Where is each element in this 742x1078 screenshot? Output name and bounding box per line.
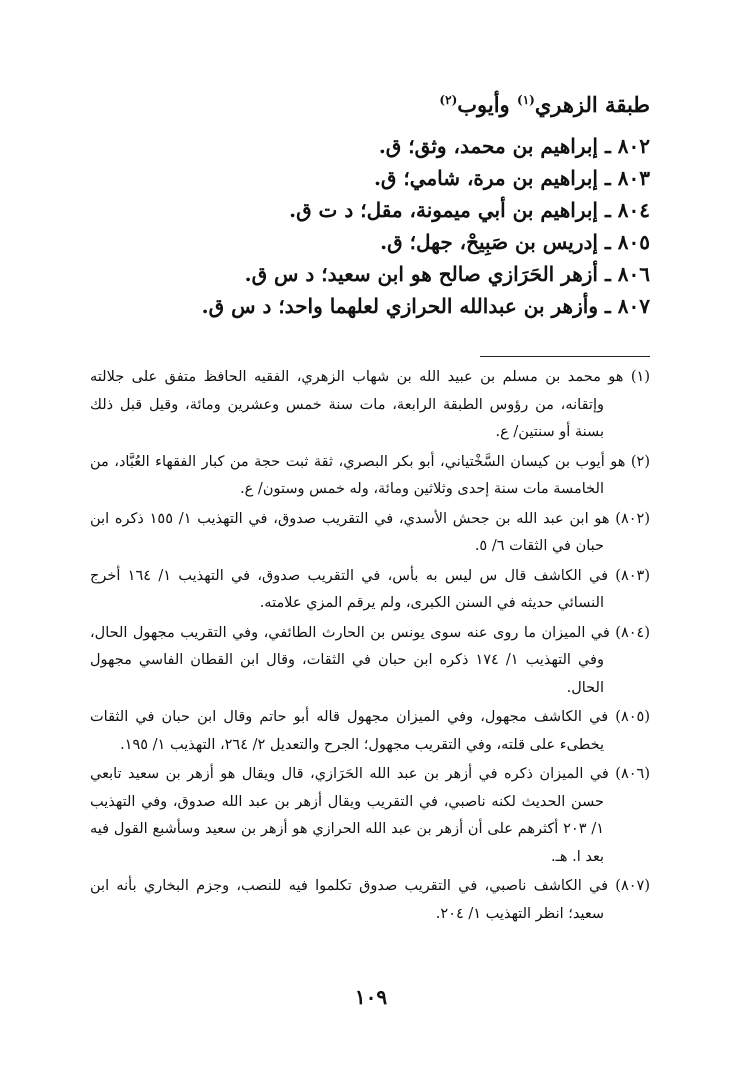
entry-805: ٨٠٥ ـ إدريس بن صَبِيحْ، جهل؛ ق.	[380, 230, 650, 254]
section-heading	[90, 90, 650, 120]
footnote-2: (٢) هو أيوب بن كيسان السَّخْتياني، أبو بكر البصري، ثقة ثبت حجة من كبار الفقهاء العُبَّاد، من الخامسة مات سنة إحدى وثلاثين ومائة، وله خمس وستون/ ع.	[90, 453, 650, 497]
footnote-divider	[480, 356, 650, 357]
heading-text: طبقة الزهري	[534, 92, 650, 117]
footnote-1: (١) هو محمد بن مسلم بن عبيد الله بن شهاب الزهري، الفقيه الحافظ متفق على جلالته وإتقانه، من رؤوس الطبقة الرابعة، مات سنة خمس وعشرين ومائة، وقيل قبل ذلك بسنة أو سنتين/ ع.	[90, 369, 650, 440]
entry-807: ٨٠٧ ـ وأزهر بن عبدالله الحرازي لعلهما واحد؛ د س ق.	[201, 294, 650, 318]
entry-802: ٨٠٢ ـ إبراهيم بن محمد، وثق؛ ق.	[378, 134, 650, 158]
footnote-804: (٨٠٤) في الميزان ما روى عنه سوى يونس بن الحارث الطائفي، وفي التقريب مجهول الحال، وفي التهذيب ١/ ١٧٤ ذكره ابن حبان في الثقات، وقال ابن القطان الفاسي مجهول الحال.	[90, 624, 650, 696]
entry-804: ٨٠٤ ـ إبراهيم بن أبي ميمونة، مقل؛ د ت ق.	[289, 198, 650, 222]
footnote-807: (٨٠٧) في الكاشف ناصبي، في التقريب صدوق تكلموا فيه للنصب، وجزم البخاري بأنه ابن سعيد؛ انظر التهذيب ١/ ٢٠٤.	[90, 878, 650, 922]
entry-806: ٨٠٦ ـ أزهر الحَرَازي صالح هو ابن سعيد؛ د س ق.	[244, 262, 650, 286]
heading-footnote-ref-1[interactable]: (١)	[517, 93, 535, 107]
footnote-806: (٨٠٦) في الميزان ذكره في أزهر بن عبد الله الحَرَازي، قال ويقال هو أزهر بن سعيد تابعي حسن الحديث لكنه ناصبي، في التقريب ويقال أزهر بن عبد الله صدوق، وفي التهذيب ١/ ٢٠٣ أكثرهم على أن أزهر بن عبد الله الحرازي هو أزهر بن سعيد وسأشبع القول فيه بعد ا. هـ.	[90, 766, 650, 865]
page-number: ١٠٩	[354, 985, 388, 1009]
heading-connector: وأيوب	[457, 92, 517, 117]
narrator-entries	[90, 130, 650, 322]
footnotes	[90, 364, 650, 930]
entry-803: ٨٠٣ ـ إبراهيم بن مرة، شامي؛ ق.	[373, 166, 650, 190]
footnote-803: (٨٠٣) في الكاشف قال س ليس به بأس، في التقريب صدوق، في التهذيب ١/ ١٦٤ أخرج النسائي حديثه في السنن الكبرى، ولم يرقم المزي علامته.	[90, 567, 651, 611]
heading-footnote-ref-2[interactable]: (٢)	[439, 93, 458, 107]
footnote-802: (٨٠٢) هو ابن عبد الله بن جحش الأسدي، في التقريب صدوق، في التهذيب ١/ ١٥٥ ذكره ابن حبان في الثقات ٦/ ٥.	[90, 510, 651, 554]
footnote-805: (٨٠٥) في الكاشف مجهول، وفي الميزان مجهول قاله أبو حاتم وقال ابن حبان في الثقات يخطىء على قلته، وفي التقريب مجهول؛ الجرح والتعديل ٢/ ٢٦٤، التهذيب ١/ ١٩٥.	[90, 709, 650, 753]
